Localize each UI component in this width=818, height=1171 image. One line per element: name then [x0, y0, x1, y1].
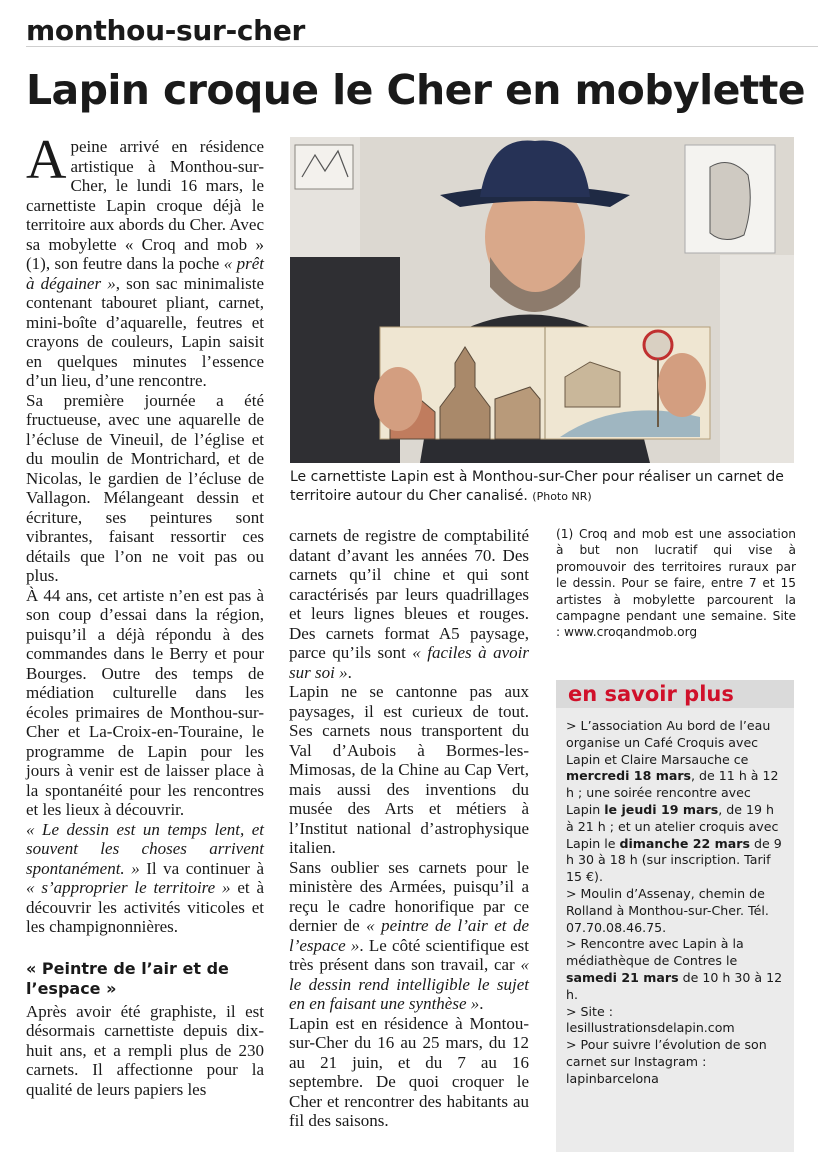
kicker-divider [26, 46, 818, 47]
footnote: (1) Croq and mob est une association à but non lucratif qui vise à promouvoir des territoires ruraux par le dessin. Pour se faire, entre 7 et 15 artistes à mobylette parcourent la campagne pendant une semaine. Site : www.croqandmob.org [556, 527, 796, 640]
paragraph-1 [26, 129, 264, 391]
text: , son sac minimaliste contenant tabouret pliant, carnet, mini-boîte d’aquarelle, feutres et crayons de couleurs, Lapin saisit en quelques minutes l’essence d’un lieu, d’une rencontre. [26, 273, 264, 390]
text: carnets de registre de comptabilité datant d’avant les années 70. Des carnets qu’il chine et qui sont caractérisés par leurs quadrillages et leurs lignes bleues et rouges. Des carnets format A5 paysage, parce qu’ils sont [289, 526, 529, 662]
info-box [556, 680, 794, 1152]
quote: « faciles à avoir sur soi » [289, 643, 529, 682]
date: le jeudi 19 mars [604, 801, 719, 817]
text: , de 19 h à 21 h ; et un atelier croquis avec Lapin le [566, 801, 779, 851]
text: . Le côté scientifique est très présent dans son travail, car [289, 935, 529, 974]
date: mercredi 18 mars [566, 768, 692, 784]
paragraph-2: Sa première journée a été fructueuse, avec une aquarelle de l’écluse de Vineuil, de l’église et du moulin de Montrichard, et de Nicolas, le gardien de l’écluse de Vallagon. Mélangeant dessin et écriture, ses peintures sont vibrantes, faisant ressortir ces détails que l’on ne voit pas ou plus. [26, 390, 264, 585]
quote: « s’approprier le territoire » [26, 878, 231, 897]
text: Il va continuer à [139, 858, 264, 878]
info-box-body [556, 708, 794, 1088]
info-box-title: en savoir plus [556, 680, 794, 708]
info-item-site: > Site : lesillustrationsdelapin.com [566, 1003, 735, 1036]
paragraph-3: À 44 ans, cet artiste n’en est pas à son coup d’essai dans la région, puisqu’il a déjà répondu à des commandes dans le Berry et pour Bourges. Outre des temps de médiation culturelle dans les écoles primaires de Monthou-sur-Cher et La-Croix-en-Touraine, le programme de Lapin pour les jours à venir est de laisser place à la spontanéité pour les rencontres et les lieux à découvrir. [26, 585, 264, 819]
headline: Lapin croque le Cher en mobylette [26, 66, 805, 114]
paragraph-4 [26, 820, 264, 937]
paragraph-7: Lapin ne se cantonne pas aux paysages, il est curieux de tout. Ses carnets nous transportent du Val d’Aubois à Bormes-les-Mimosas, de la Chine au Cap Vert, mais aussi des inventions du musée des Arts et métiers à l’Institut national d’astrophysique italien. [289, 682, 529, 857]
photo-caption [290, 468, 800, 506]
text: > L’association Au bord de l’eau organise un Café Croquis avec Lapin et Claire Marsauche ce [566, 718, 771, 767]
info-item-mediatheque [566, 936, 784, 1003]
drop-cap: A [26, 129, 67, 191]
photo-illustration [290, 137, 794, 463]
article-column-1 [26, 129, 264, 1099]
subheading: « Peintre de l’air et de l’espace » [26, 958, 229, 998]
quote: « Le dessin est un temps lent, et souvent les choses arrivent spontanément. » [26, 819, 264, 878]
date: dimanche 22 mars [619, 835, 750, 851]
info-item-cafe-croquis [566, 718, 784, 886]
photo-credit: (Photo NR) [532, 490, 592, 503]
info-item-instagram: > Pour suivre l’évolution de son carnet sur Instagram : lapinbarcelona [566, 1037, 767, 1086]
text: > Rencontre avec Lapin à la médiathèque de Contres le [566, 936, 744, 969]
section-kicker: monthou-sur-cher [26, 14, 306, 47]
quote: « peintre de l’air et de l’espace » [289, 916, 530, 955]
text: peine arrivé en résidence artistique à Monthou-sur-Cher, le lundi 16 mars, le carnettiste Lapin croque déjà le territoire aux abords du Cher. Avec sa mobylette « Croq and mob » (1), son feutre dans la poche [26, 137, 264, 273]
text: . [479, 994, 484, 1013]
paragraph-8 [289, 858, 529, 1014]
info-item-address: > Moulin d’Assenay, chemin de Rolland à Monthou-sur-Cher. Tél. 07.70.08.46.75. [566, 885, 769, 935]
caption-text: Le carnettiste Lapin est à Monthou-sur-Cher pour réaliser un carnet de territoire autour du Cher canalisé. [290, 469, 784, 504]
text: de 9 h 30 à 18 h (sur inscription. Tarif 15 €). [566, 835, 782, 885]
paragraph-6 [289, 526, 529, 682]
quote: « prêt à dégainer » [26, 254, 264, 293]
text: . [347, 662, 352, 682]
article-column-2 [289, 526, 529, 1131]
paragraph-9: Lapin est en résidence à Montou-sur-Cher du 16 au 25 mars, du 12 au 21 juin, et du 7 au 16 septembre. De quoi croquer le Cher et rencontrer des habitants au fil des saisons. [289, 1013, 529, 1130]
text: , de 11 h à 12 h ; une soirée rencontre avec Lapin [566, 768, 779, 817]
text: Sans oublier ses carnets pour le ministère des Armées, puisqu’il a reçu le cadre honorifique par ce dernier de [289, 857, 529, 935]
date: samedi 21 mars [566, 969, 679, 985]
paragraph-5: Après avoir été graphiste, il est désormais carnettiste depuis dix-huit ans, et a rempli plus de 230 carnets. Il affectionne pour la qualité de leurs papiers les [26, 1001, 264, 1099]
text: et à découvrir les activités viticoles et les champignonnières. [26, 878, 264, 936]
text: de 10 h 30 à 12 h. [566, 969, 783, 1002]
article-photo [290, 137, 794, 463]
quote: « le dessin rend intelligible le sujet en en faisant une synthèse » [289, 955, 529, 1013]
